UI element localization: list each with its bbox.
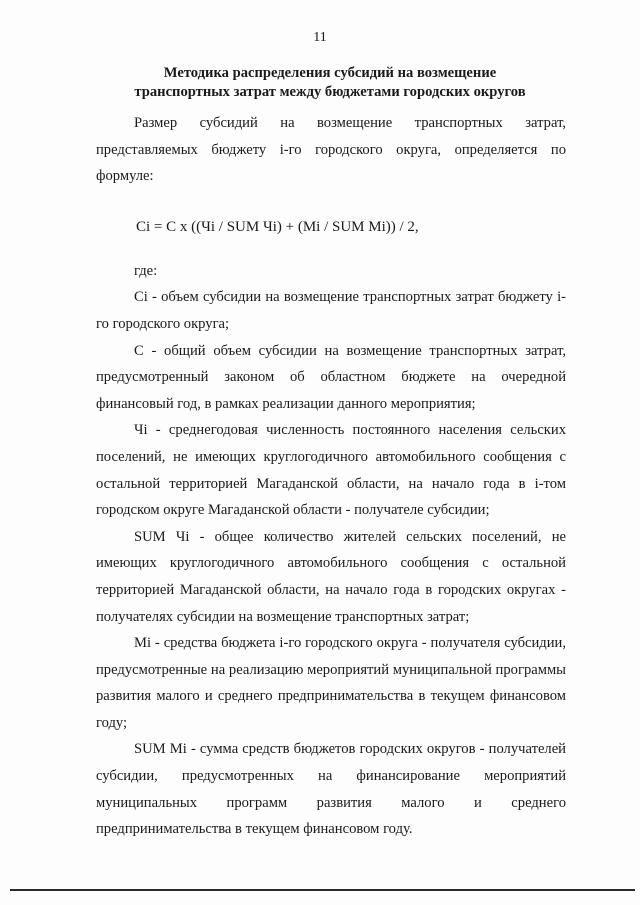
intro-paragraph: Размер субсидий на возмещение транспортных затрат, представляемых бюджету i-го городского округа, определяется по формуле: xyxy=(96,115,566,185)
formula: Ci = C x ((Чi / SUM Чi) + (Mi / SUM Mi)) / 2, xyxy=(136,218,419,235)
document-body xyxy=(96,110,566,843)
title-line-2: транспортных затрат между бюджетами городских округов xyxy=(134,84,526,100)
definition-ci: Ci - объем субсидии на возмещение транспортных затрат бюджету i-го городского округа; xyxy=(96,289,566,332)
definition-mi: Mi - средства бюджета i-го городского округа - получателя субсидии, предусмотренные на реализацию мероприятий муниципальной программы развития малого и среднего предпринимательства в текущем финансовом году; xyxy=(96,635,566,731)
definition-chi: Чi - среднегодовая численность постоянного населения сельских поселений, не имеющих круглогодичного автомобильного сообщения с остальной территорией Магаданской области, на начало года в i-том городском округе Магаданской области - получателе субсидии; xyxy=(96,422,566,519)
bottom-rule xyxy=(10,889,635,891)
definition-c: C - общий объем субсидии на возмещение транспортных затрат, предусмотренный законом об областном бюджете на очередной финансовый год, в рамках реализации данного мероприятия; xyxy=(96,342,566,412)
definition-sum-chi: SUM Чi - общее количество жителей сельских поселений, не имеющих круглогодичного автомобильного сообщения с остальной территорией Магаданской области, на начало года в городских округах - получателях субсидии на возмещение транспортных затрат; xyxy=(96,528,566,625)
where-label: где: xyxy=(134,262,158,279)
definition-sum-mi: SUM Mi - сумма средств бюджетов городских округов - получателей субсидии, предусмотренных на финансирование мероприятий муниципальных программ развития малого и среднего предпринимательства в текущем финансовом году. xyxy=(96,741,566,838)
page-number: 11 xyxy=(313,30,327,45)
document-title xyxy=(120,64,540,102)
title-line-1: Методика распределения субсидий на возмещение xyxy=(163,65,497,81)
